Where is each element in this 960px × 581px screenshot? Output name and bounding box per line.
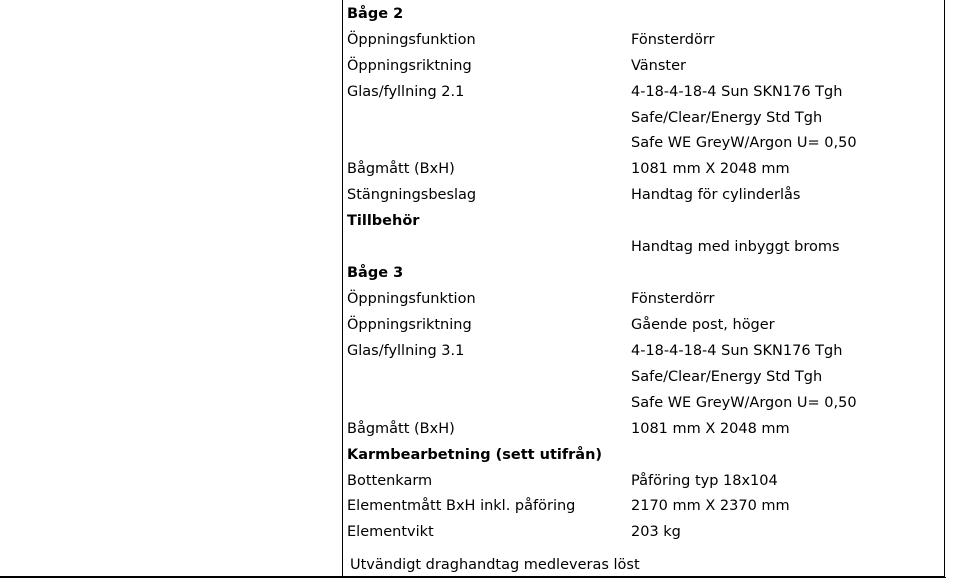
section-heading-label: Tillbehör xyxy=(347,213,420,229)
spec-label: Öppningsfunktion xyxy=(347,32,476,48)
spec-value: Vänster xyxy=(631,58,686,74)
spec-value: Handtag för cylinderlås xyxy=(631,187,801,203)
column-divider xyxy=(342,0,343,576)
spec-value: Gående post, höger xyxy=(631,317,775,333)
spec-label: Glas/fyllning 3.1 xyxy=(347,343,465,359)
spec-value: Fönsterdörr xyxy=(631,291,715,307)
spec-label: Öppningsriktning xyxy=(347,317,472,333)
spec-label: Bottenkarm xyxy=(347,473,433,489)
spec-label: Glas/fyllning 2.1 xyxy=(347,84,465,100)
spec-label: Bågmått (BxH) xyxy=(347,161,455,177)
spec-label: Öppningsfunktion xyxy=(347,291,476,307)
bottom-rule xyxy=(0,577,946,578)
section-heading-label: Båge 3 xyxy=(347,265,404,281)
spec-value: Påföring typ 18x104 xyxy=(631,473,778,489)
spec-value: Safe/Clear/Energy Std Tgh xyxy=(631,369,823,385)
spec-value: Safe WE GreyW/Argon U= 0,50 xyxy=(631,395,857,411)
spec-label: Elementvikt xyxy=(347,524,434,540)
spec-value: 4-18-4-18-4 Sun SKN176 Tgh xyxy=(631,343,843,359)
spec-label: Elementmått BxH inkl. påföring xyxy=(347,498,576,514)
section-heading-label: Båge 2 xyxy=(347,6,404,22)
spec-label: Stängningsbeslag xyxy=(347,187,477,203)
spec-value: Fönsterdörr xyxy=(631,32,715,48)
spec-value: Safe/Clear/Energy Std Tgh xyxy=(631,110,823,126)
delivery-note: Utvändigt draghandtag medleveras löst xyxy=(350,557,640,573)
spec-value: Handtag med inbyggt broms xyxy=(631,239,840,255)
spec-label: Bågmått (BxH) xyxy=(347,421,455,437)
spec-value: 203 kg xyxy=(631,524,681,540)
spec-value: 2170 mm X 2370 mm xyxy=(631,498,790,514)
spec-value: 1081 mm X 2048 mm xyxy=(631,161,790,177)
spec-label: Öppningsriktning xyxy=(347,58,472,74)
spec-value: 1081 mm X 2048 mm xyxy=(631,421,790,437)
section-heading-label: Karmbearbetning (sett utifrån) xyxy=(347,447,603,463)
spec-value: Safe WE GreyW/Argon U= 0,50 xyxy=(631,135,857,151)
spec-value: 4-18-4-18-4 Sun SKN176 Tgh xyxy=(631,84,843,100)
